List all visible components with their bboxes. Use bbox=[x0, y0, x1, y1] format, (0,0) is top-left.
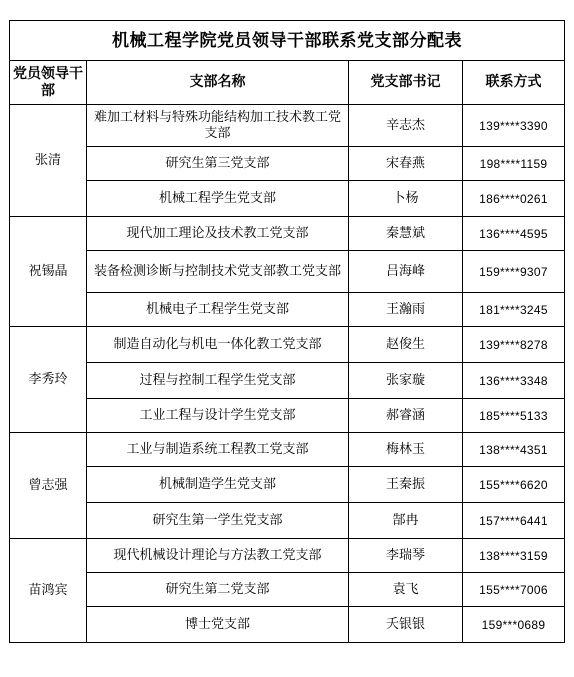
contact-phone-cell: 139****8278 bbox=[463, 327, 565, 363]
table-row bbox=[10, 147, 565, 181]
secretary-cell: 宋春燕 bbox=[349, 147, 463, 181]
secretary-cell: 王瀚雨 bbox=[349, 293, 463, 327]
secretary-cell: 辛志杰 bbox=[349, 105, 463, 147]
contact-phone-cell: 138****4351 bbox=[463, 433, 565, 467]
table-row bbox=[10, 503, 565, 539]
branch-name-cell: 装备检测诊断与控制技术党支部教工党支部 bbox=[87, 251, 349, 293]
contact-phone-cell: 138****3159 bbox=[463, 539, 565, 573]
branch-name-cell: 过程与控制工程学生党支部 bbox=[87, 363, 349, 399]
header-leader: 党员领导干部 bbox=[10, 61, 87, 105]
contact-phone-cell: 159****9307 bbox=[463, 251, 565, 293]
secretary-cell: 郝睿涵 bbox=[349, 399, 463, 433]
table-row bbox=[10, 433, 565, 467]
secretary-cell: 卜杨 bbox=[349, 181, 463, 217]
leader-cell: 祝锡晶 bbox=[10, 217, 87, 327]
table-row bbox=[10, 105, 565, 147]
table-row bbox=[10, 181, 565, 217]
assignment-sheet bbox=[9, 20, 564, 643]
branch-name-cell: 机械工程学生党支部 bbox=[87, 181, 349, 217]
header-branch: 支部名称 bbox=[87, 61, 349, 105]
contact-phone-cell: 155****6620 bbox=[463, 467, 565, 503]
contact-phone-cell: 181****3245 bbox=[463, 293, 565, 327]
secretary-cell: 李瑞琴 bbox=[349, 539, 463, 573]
table-row bbox=[10, 327, 565, 363]
header-row bbox=[10, 61, 565, 105]
table-row bbox=[10, 573, 565, 607]
secretary-cell: 袁飞 bbox=[349, 573, 463, 607]
leader-cell: 李秀玲 bbox=[10, 327, 87, 433]
contact-phone-cell: 136****4595 bbox=[463, 217, 565, 251]
table-row bbox=[10, 467, 565, 503]
page-title: 机械工程学院党员领导干部联系党支部分配表 bbox=[10, 21, 565, 61]
branch-name-cell: 现代加工理论及技术教工党支部 bbox=[87, 217, 349, 251]
table-row bbox=[10, 293, 565, 327]
secretary-cell: 郜冉 bbox=[349, 503, 463, 539]
secretary-cell: 吕海峰 bbox=[349, 251, 463, 293]
branch-name-cell: 工业工程与设计学生党支部 bbox=[87, 399, 349, 433]
table-body bbox=[10, 105, 565, 643]
branch-name-cell: 制造自动化与机电一体化教工党支部 bbox=[87, 327, 349, 363]
header-contact: 联系方式 bbox=[463, 61, 565, 105]
table-row bbox=[10, 399, 565, 433]
branch-name-cell: 机械制造学生党支部 bbox=[87, 467, 349, 503]
contact-phone-cell: 136****3348 bbox=[463, 363, 565, 399]
branch-name-cell: 研究生第三党支部 bbox=[87, 147, 349, 181]
contact-phone-cell: 185****5133 bbox=[463, 399, 565, 433]
contact-phone-cell: 198****1159 bbox=[463, 147, 565, 181]
branch-name-cell: 现代机械设计理论与方法教工党支部 bbox=[87, 539, 349, 573]
contact-phone-cell: 186****0261 bbox=[463, 181, 565, 217]
branch-name-cell: 博士党支部 bbox=[87, 607, 349, 643]
branch-name-cell: 难加工材料与特殊功能结构加工技术教工党支部 bbox=[87, 105, 349, 147]
table-row bbox=[10, 363, 565, 399]
branch-name-cell: 工业与制造系统工程教工党支部 bbox=[87, 433, 349, 467]
contact-phone-cell: 155****7006 bbox=[463, 573, 565, 607]
table-row bbox=[10, 217, 565, 251]
secretary-cell: 王秦振 bbox=[349, 467, 463, 503]
leader-cell: 张清 bbox=[10, 105, 87, 217]
secretary-cell: 夭银银 bbox=[349, 607, 463, 643]
table-row bbox=[10, 539, 565, 573]
header-secretary: 党支部书记 bbox=[349, 61, 463, 105]
assignment-table bbox=[9, 20, 565, 643]
branch-name-cell: 机械电子工程学生党支部 bbox=[87, 293, 349, 327]
table-row bbox=[10, 251, 565, 293]
contact-phone-cell: 159***0689 bbox=[463, 607, 565, 643]
branch-name-cell: 研究生第一学生党支部 bbox=[87, 503, 349, 539]
contact-phone-cell: 139****3390 bbox=[463, 105, 565, 147]
leader-cell: 苗鸿宾 bbox=[10, 539, 87, 643]
contact-phone-cell: 157****6441 bbox=[463, 503, 565, 539]
branch-name-cell: 研究生第二党支部 bbox=[87, 573, 349, 607]
secretary-cell: 秦慧斌 bbox=[349, 217, 463, 251]
secretary-cell: 张家璇 bbox=[349, 363, 463, 399]
secretary-cell: 赵俊生 bbox=[349, 327, 463, 363]
secretary-cell: 梅林玉 bbox=[349, 433, 463, 467]
leader-cell: 曾志强 bbox=[10, 433, 87, 539]
table-row bbox=[10, 607, 565, 643]
